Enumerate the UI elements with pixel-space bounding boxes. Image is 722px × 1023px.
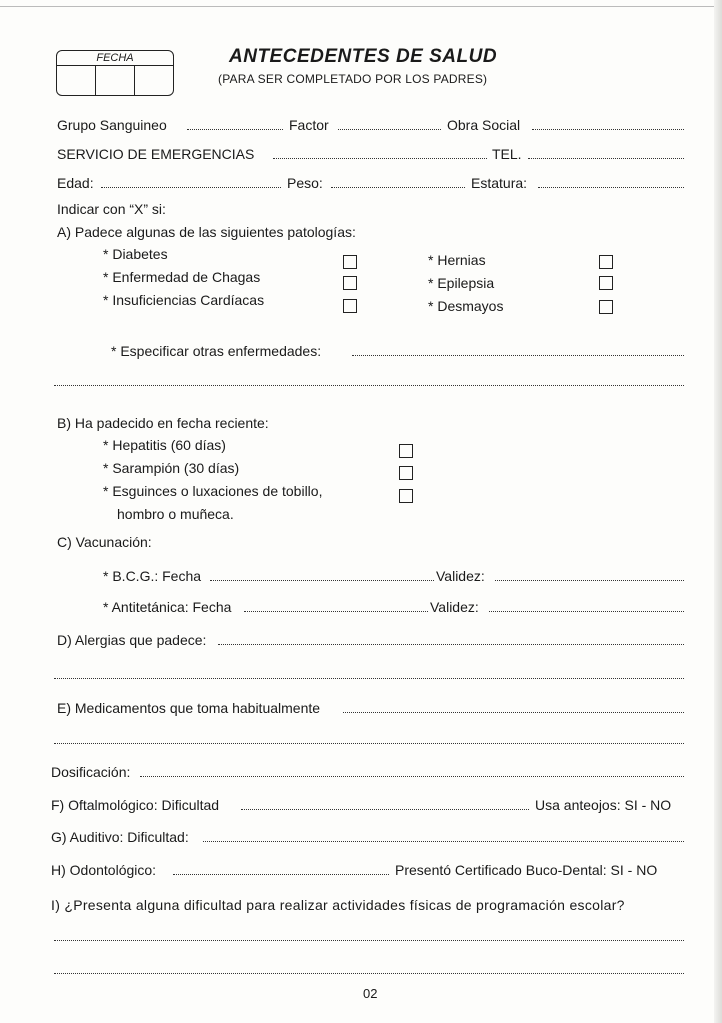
edad-line[interactable] xyxy=(101,187,281,188)
bcg-fecha-label: * B.C.G.: Fecha xyxy=(103,568,202,584)
antitetanica-validez-line[interactable] xyxy=(489,611,684,612)
section-a-heading: A) Padece algunas de las siguientes patologías: xyxy=(57,224,356,240)
estatura-label: Estatura: xyxy=(471,175,528,191)
alergias-line-2[interactable] xyxy=(54,678,684,679)
bcg-validez-label: Validez: xyxy=(436,568,485,584)
actividades-line[interactable] xyxy=(54,940,684,941)
bcg-fecha-line[interactable] xyxy=(210,580,434,581)
dosificacion-label: Dosificación: xyxy=(51,764,131,780)
instruction-text: Indicar con “X” si: xyxy=(57,201,166,217)
antitetanica-validez-label: Validez: xyxy=(430,599,479,615)
grupo-sanguineo-line[interactable] xyxy=(187,129,283,130)
page-number: 02 xyxy=(363,986,378,1001)
checkbox-chagas[interactable] xyxy=(343,276,357,290)
section-i-label: I) ¿Presenta alguna dificultad para realizar actividades físicas de programación escolar? xyxy=(51,897,625,913)
obra-social-label: Obra Social xyxy=(447,117,521,133)
pathology-cardiacas: * Insuficiencias Cardíacas xyxy=(103,292,265,308)
reciente-esguinces: * Esguinces o luxaciones de tobillo, xyxy=(103,483,323,499)
section-h-label: H) Odontológico: xyxy=(51,862,157,878)
section-b-heading: B) Ha padecido en fecha reciente: xyxy=(57,415,269,431)
pathology-epilepsia: * Epilepsia xyxy=(428,275,495,291)
dosificacion-line[interactable] xyxy=(140,776,684,777)
section-f-label: F) Oftalmológico: Dificultad xyxy=(51,797,220,813)
auditivo-line[interactable] xyxy=(203,841,684,842)
checkbox-sarampion[interactable] xyxy=(399,466,413,480)
reciente-esguinces-cont: hombro o muñeca. xyxy=(117,506,234,522)
usa-anteojos-label: Usa anteojos: SI - NO xyxy=(535,797,672,813)
checkbox-diabetes[interactable] xyxy=(343,255,357,269)
certificado-buco-dental-label: Presentó Certificado Buco-Dental: SI - NO xyxy=(395,862,658,878)
factor-label: Factor xyxy=(289,117,329,133)
bcg-validez-line[interactable] xyxy=(495,580,684,581)
checkbox-cardiacas[interactable] xyxy=(343,299,357,313)
section-c-heading: C) Vacunación: xyxy=(57,534,152,550)
tel-label: TEL. xyxy=(492,146,522,162)
odontologico-line[interactable] xyxy=(173,874,389,875)
page-subtitle: (PARA SER COMPLETADO POR LOS PADRES) xyxy=(218,72,488,86)
top-edge-line xyxy=(0,6,722,7)
peso-line[interactable] xyxy=(331,187,465,188)
otras-enfermedades-line[interactable] xyxy=(352,355,684,356)
checkbox-esguinces[interactable] xyxy=(399,489,413,503)
antitetanica-fecha-line[interactable] xyxy=(244,611,428,612)
grupo-sanguineo-label: Grupo Sanguineo xyxy=(57,117,167,133)
edad-label: Edad: xyxy=(57,175,94,191)
otras-enfermedades-line-2[interactable] xyxy=(54,385,684,386)
servicio-emergencias-label: SERVICIO DE EMERGENCIAS xyxy=(57,146,255,162)
peso-label: Peso: xyxy=(287,175,323,191)
pathology-chagas: * Enfermedad de Chagas xyxy=(103,269,261,285)
oftalmologico-line[interactable] xyxy=(241,809,529,810)
pathology-diabetes: * Diabetes xyxy=(103,246,168,262)
pathology-hernias: * Hernias xyxy=(428,252,486,268)
otras-enfermedades-label: * Especificar otras enfermedades: xyxy=(111,343,322,359)
actividades-line-2[interactable] xyxy=(54,973,684,974)
section-g-label: G) Auditivo: Dificultad: xyxy=(51,829,189,845)
page-title: ANTECEDENTES DE SALUD xyxy=(229,46,498,67)
reciente-sarampion: * Sarampión (30 días) xyxy=(103,460,240,476)
servicio-emergencias-line[interactable] xyxy=(273,158,487,159)
alergias-line[interactable] xyxy=(218,644,684,645)
checkbox-epilepsia[interactable] xyxy=(599,276,613,290)
fecha-box xyxy=(56,50,174,96)
section-d-label: D) Alergias que padece: xyxy=(57,632,207,648)
factor-line[interactable] xyxy=(338,129,441,130)
obra-social-line[interactable] xyxy=(532,129,684,130)
page-edge-shadow xyxy=(714,0,722,1023)
medicamentos-line-2[interactable] xyxy=(54,743,684,744)
antitetanica-fecha-label: * Antitetánica: Fecha xyxy=(103,599,232,615)
fecha-label: FECHA xyxy=(57,51,173,66)
fecha-cell-divider xyxy=(95,66,96,95)
pathology-desmayos: * Desmayos xyxy=(428,298,504,314)
checkbox-desmayos[interactable] xyxy=(599,300,613,314)
section-e-label: E) Medicamentos que toma habitualmente xyxy=(57,700,321,716)
estatura-line[interactable] xyxy=(538,187,684,188)
reciente-hepatitis: * Hepatitis (60 días) xyxy=(103,437,226,453)
checkbox-hepatitis[interactable] xyxy=(399,444,413,458)
fecha-cell-divider xyxy=(134,66,135,95)
medicamentos-line[interactable] xyxy=(343,712,684,713)
tel-line[interactable] xyxy=(528,158,684,159)
checkbox-hernias[interactable] xyxy=(599,255,613,269)
